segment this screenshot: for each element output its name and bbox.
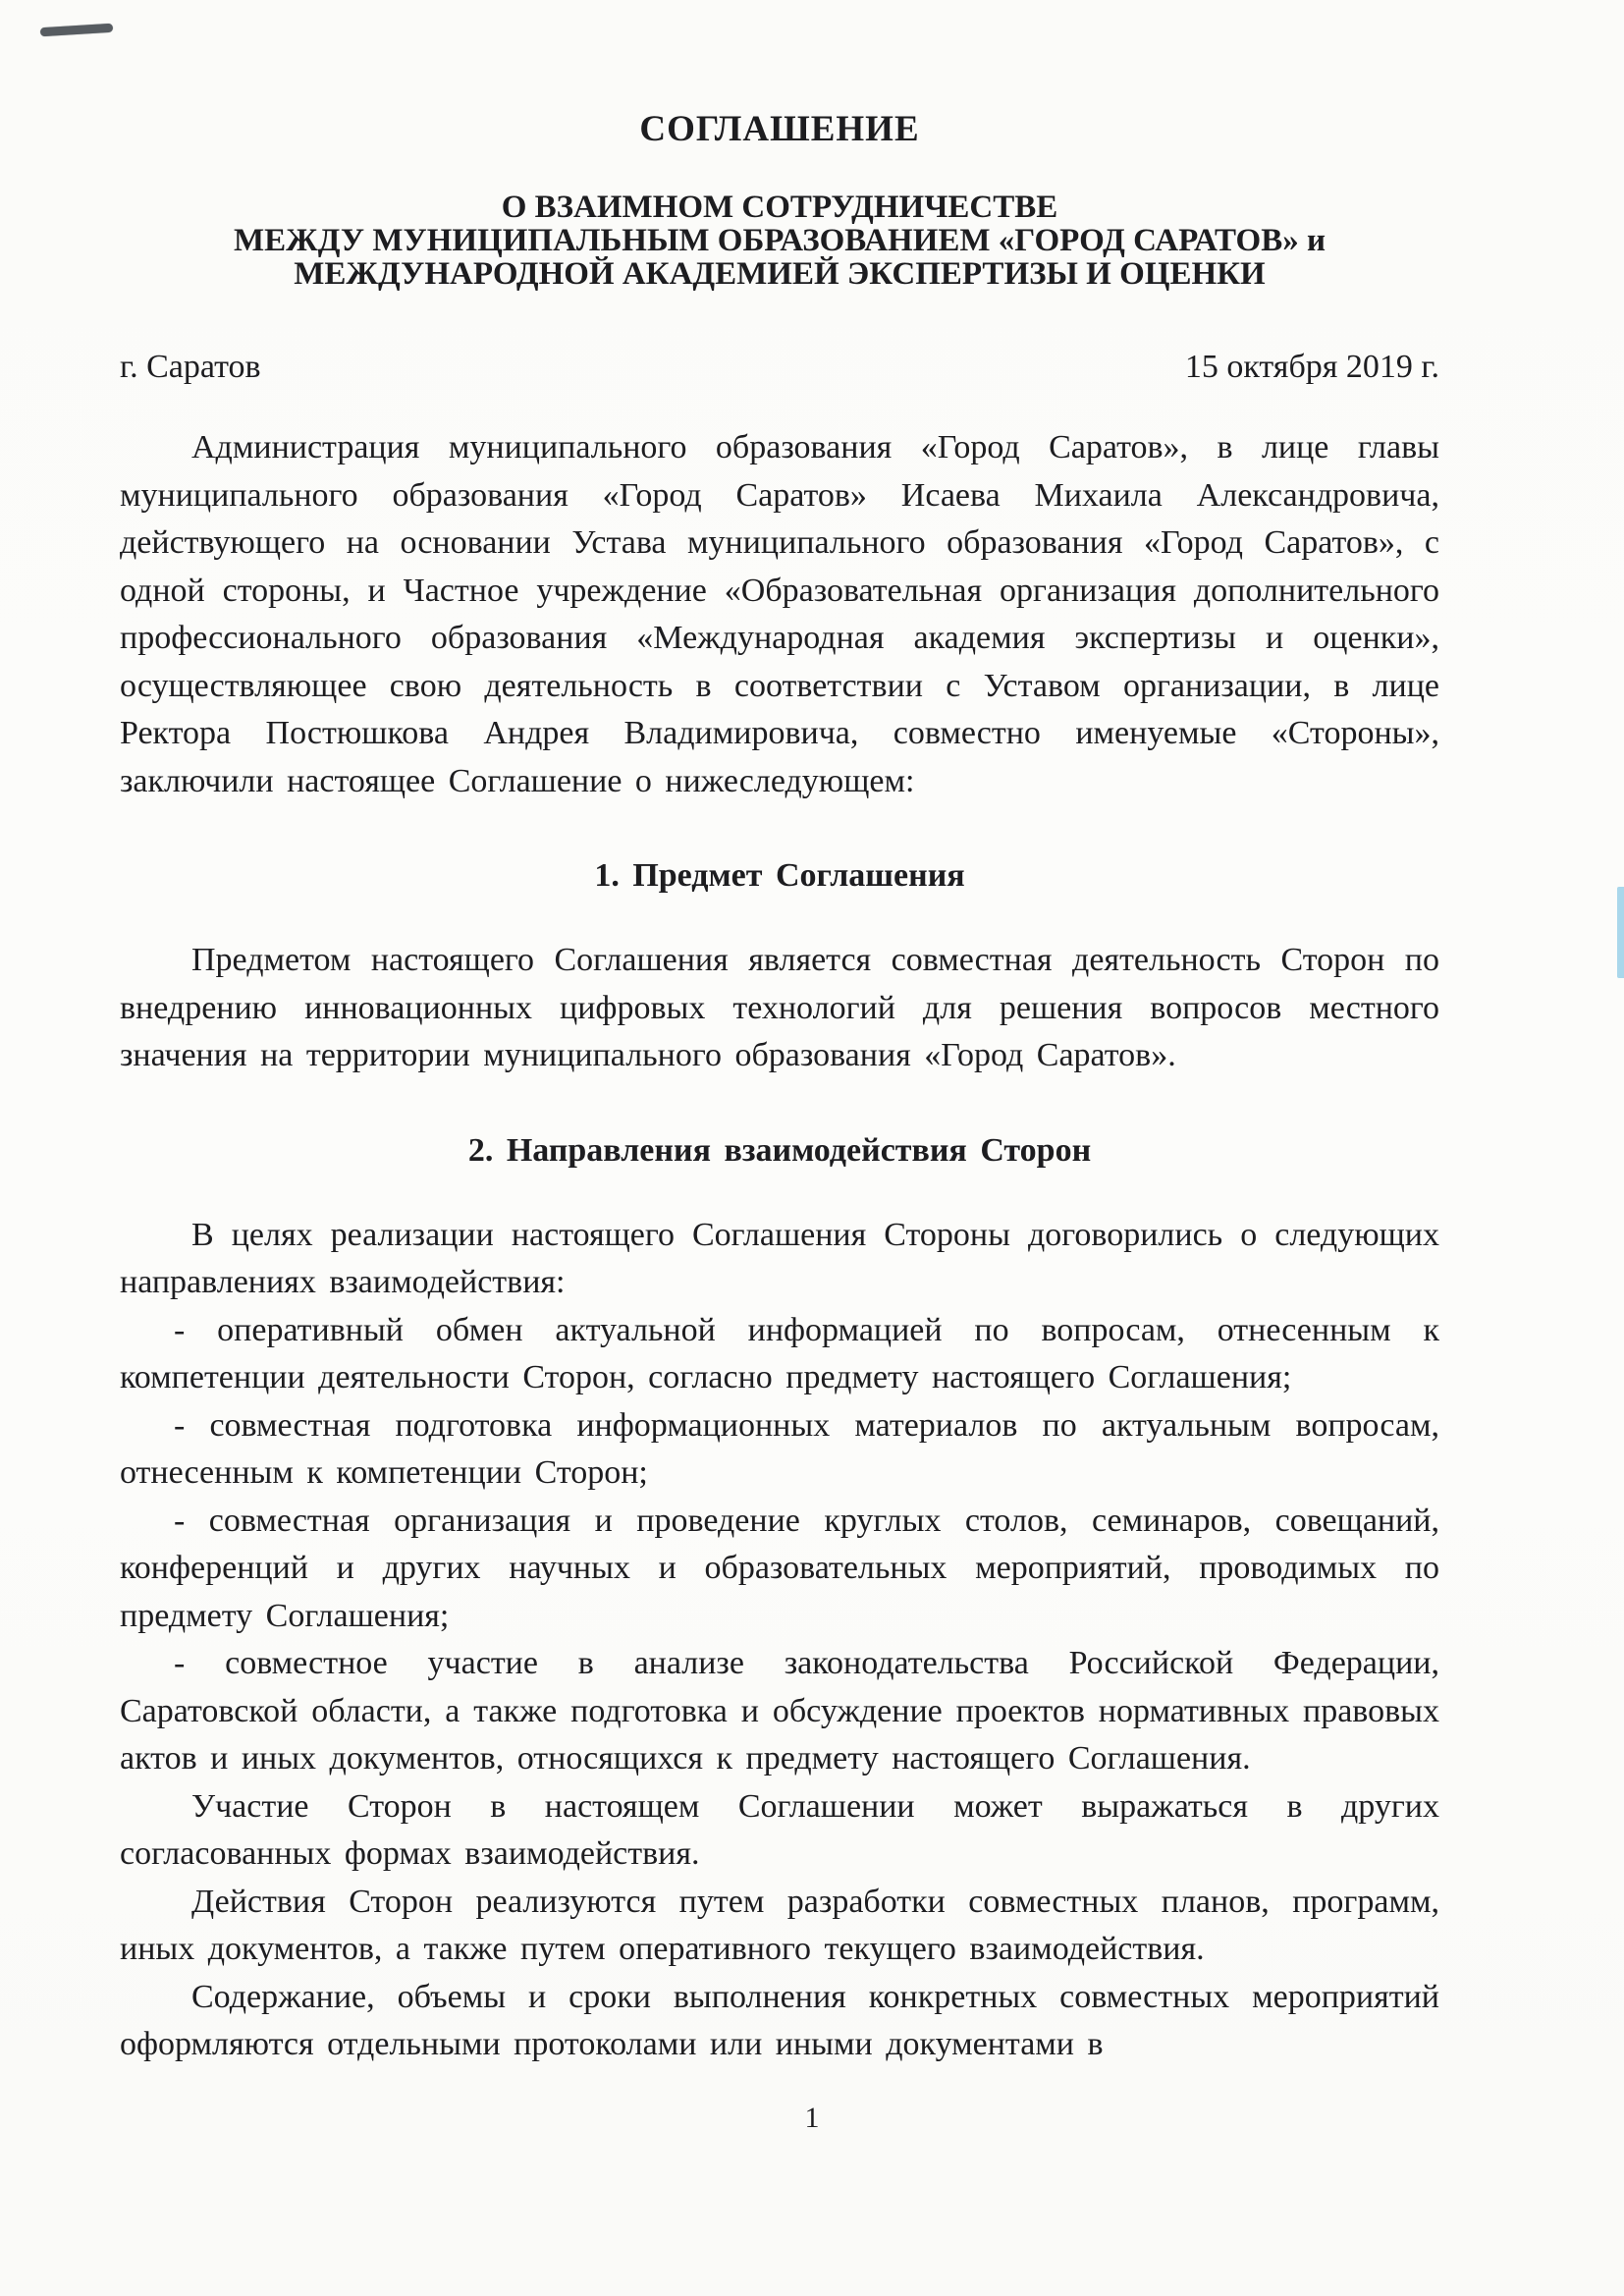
page-number: 1 <box>804 2102 820 2134</box>
section-2-heading: 2. Направления взаимодействия Сторон <box>467 1131 1092 1169</box>
subtitle-line: О ВЗАИМНОМ СОТРУДНИЧЕСТВЕ <box>501 190 1058 225</box>
document-content <box>120 0 1439 2069</box>
scan-highlight-strip <box>1617 887 1624 978</box>
document-body <box>120 424 1439 2069</box>
section-2-paragraph: Участие Сторон в настоящем Соглашении может выражаться в других согласованных формах взаимодействия. <box>120 1787 1439 1872</box>
document-place: г. Саратов <box>120 349 261 385</box>
preamble-paragraph: Администрация муниципального образования «Город Саратов», в лице главы муниципального образования «Город Саратов» Исаева Михаила Александровича, действующего на основании Устава муниципального образования «Город Саратов», с одной стороны, и Частное учреждение «Образовательная организация дополнительного профессионального образования «Международная академия экспертизы и оценки», осуществляющее свою деятельность в соответствии с Уставом организации, в лице Ректора Постюшкова Андрея Владимировича, совместно именуемые «Стороны», заключили настоящее Соглашение о нижеследующем: <box>120 429 1439 799</box>
section-2-bullet: - совместная подготовка информационных материалов по актуальным вопросам, отнесенным к компетенции Сторон; <box>120 1406 1439 1491</box>
document-date: 15 октября 2019 г. <box>1184 349 1439 385</box>
section-2-paragraph: В целях реализации настоящего Соглашения Стороны договорились о следующих направлениях взаимодействия: <box>120 1216 1439 1300</box>
section-2-bullet: - совместная организация и проведение круглых столов, семинаров, совещаний, конференций и других научных и образовательных мероприятий, проводимых по предмету Соглашения; <box>120 1502 1439 1634</box>
document-subtitle <box>120 191 1439 291</box>
document-title: СОГЛАШЕНИЕ <box>639 109 920 149</box>
place-date-row <box>120 348 1439 387</box>
section-2-paragraph: Действия Сторон реализуются путем разработки совместных планов, программ, иных документов, а также путем оперативного текущего взаимодействия. <box>120 1883 1439 1967</box>
section-2-bullet: - оперативный обмен актуальной информацией по вопросам, отнесенным к компетенции деятельности Сторон, согласно предмету настоящего Соглашения; <box>120 1311 1439 1395</box>
section-1-heading: 1. Предмет Соглашения <box>594 857 965 894</box>
section-1-paragraph: Предметом настоящего Соглашения является совместная деятельность Сторон по внедрению инновационных цифровых технологий для решения вопросов местного значения на территории муниципального образования «Город Саратов». <box>120 942 1439 1073</box>
section-2-bullet: - совместное участие в анализе законодательства Российской Федерации, Саратовской области, а также подготовка и обсуждение проектов нормативных правовых актов и иных документов, относящихся к предмету настоящего Соглашения. <box>120 1645 1439 1777</box>
subtitle-line: МЕЖДУ МУНИЦИПАЛЬНЫМ ОБРАЗОВАНИЕМ «ГОРОД САРАТОВ» и <box>234 223 1326 258</box>
pen-mark-artifact <box>40 24 113 37</box>
subtitle-line: МЕЖДУНАРОДНОЙ АКАДЕМИЕЙ ЭКСПЕРТИЗЫ И ОЦЕНКИ <box>294 256 1266 292</box>
section-2-paragraph: Содержание, объемы и сроки выполнения конкретных совместных мероприятий оформляются отдельными протоколами или иными документами в <box>120 1978 1439 2062</box>
